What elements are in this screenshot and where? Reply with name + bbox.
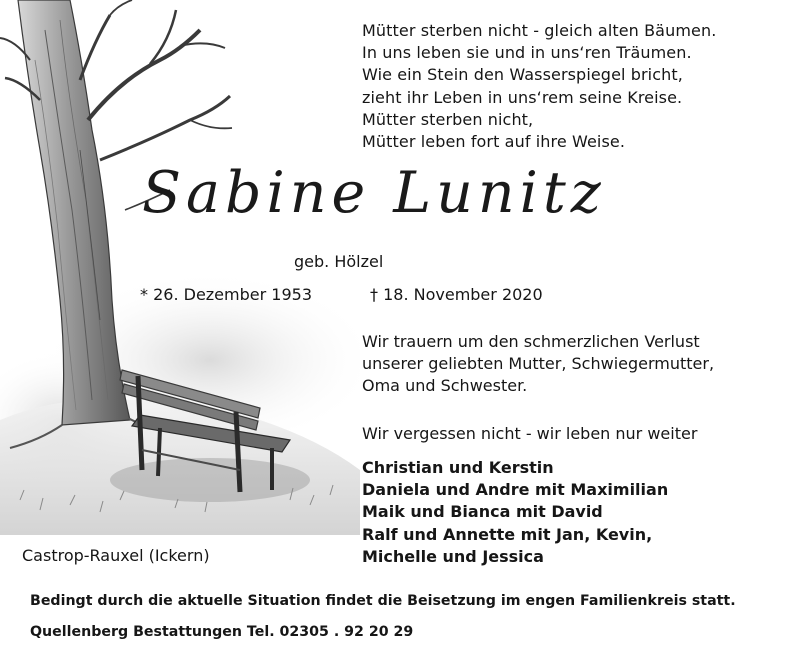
poem-line: Wie ein Stein den Wasserspiegel bricht, <box>362 65 683 85</box>
poem-line: In uns leben sie und in uns‘ren Träumen. <box>362 43 692 63</box>
deceased-name: Sabine Lunitz <box>142 160 606 226</box>
poem <box>362 20 782 153</box>
poem-line: zieht ihr Leben in uns‘rem seine Kreise. <box>362 87 683 107</box>
place-name: Castrop-Rauxel (Ickern) <box>22 546 210 565</box>
family-line: Michelle und Jessica <box>362 546 544 566</box>
poem-line: Mütter sterben nicht - gleich alten Bäumen. <box>362 21 717 40</box>
family-signatures <box>362 457 668 568</box>
birth-date: * 26. Dezember 1953 <box>140 285 312 304</box>
death-date: † 18. November 2020 <box>370 285 543 304</box>
undertaker-contact: Quellenberg Bestattungen Tel. 02305 . 92 20 29 <box>30 624 414 640</box>
family-line: Ralf und Annette mit Jan, Kevin, <box>362 524 653 544</box>
burial-note: Bedingt durch die aktuelle Situation findet die Beisetzung im engen Familienkreis statt. <box>30 593 736 609</box>
mourning-motto: Wir vergessen nicht - wir leben nur weiter <box>362 424 698 443</box>
family-line: Daniela und Andre mit Maximilian <box>362 480 669 500</box>
maiden-name: geb. Hölzel <box>294 252 384 271</box>
mourning-line: Oma und Schwester. <box>362 376 528 396</box>
mourning-line: Wir trauern um den schmerzlichen Verlust <box>362 332 700 351</box>
poem-line: Mütter sterben nicht, <box>362 109 534 129</box>
family-line: Christian und Kerstin <box>362 458 554 477</box>
mourning-line: unserer geliebten Mutter, Schwiegermutter, <box>362 354 715 374</box>
family-line: Maik und Bianca mit David <box>362 502 603 522</box>
poem-line: Mütter leben fort auf ihre Weise. <box>362 132 626 152</box>
mourning-text <box>362 331 792 398</box>
